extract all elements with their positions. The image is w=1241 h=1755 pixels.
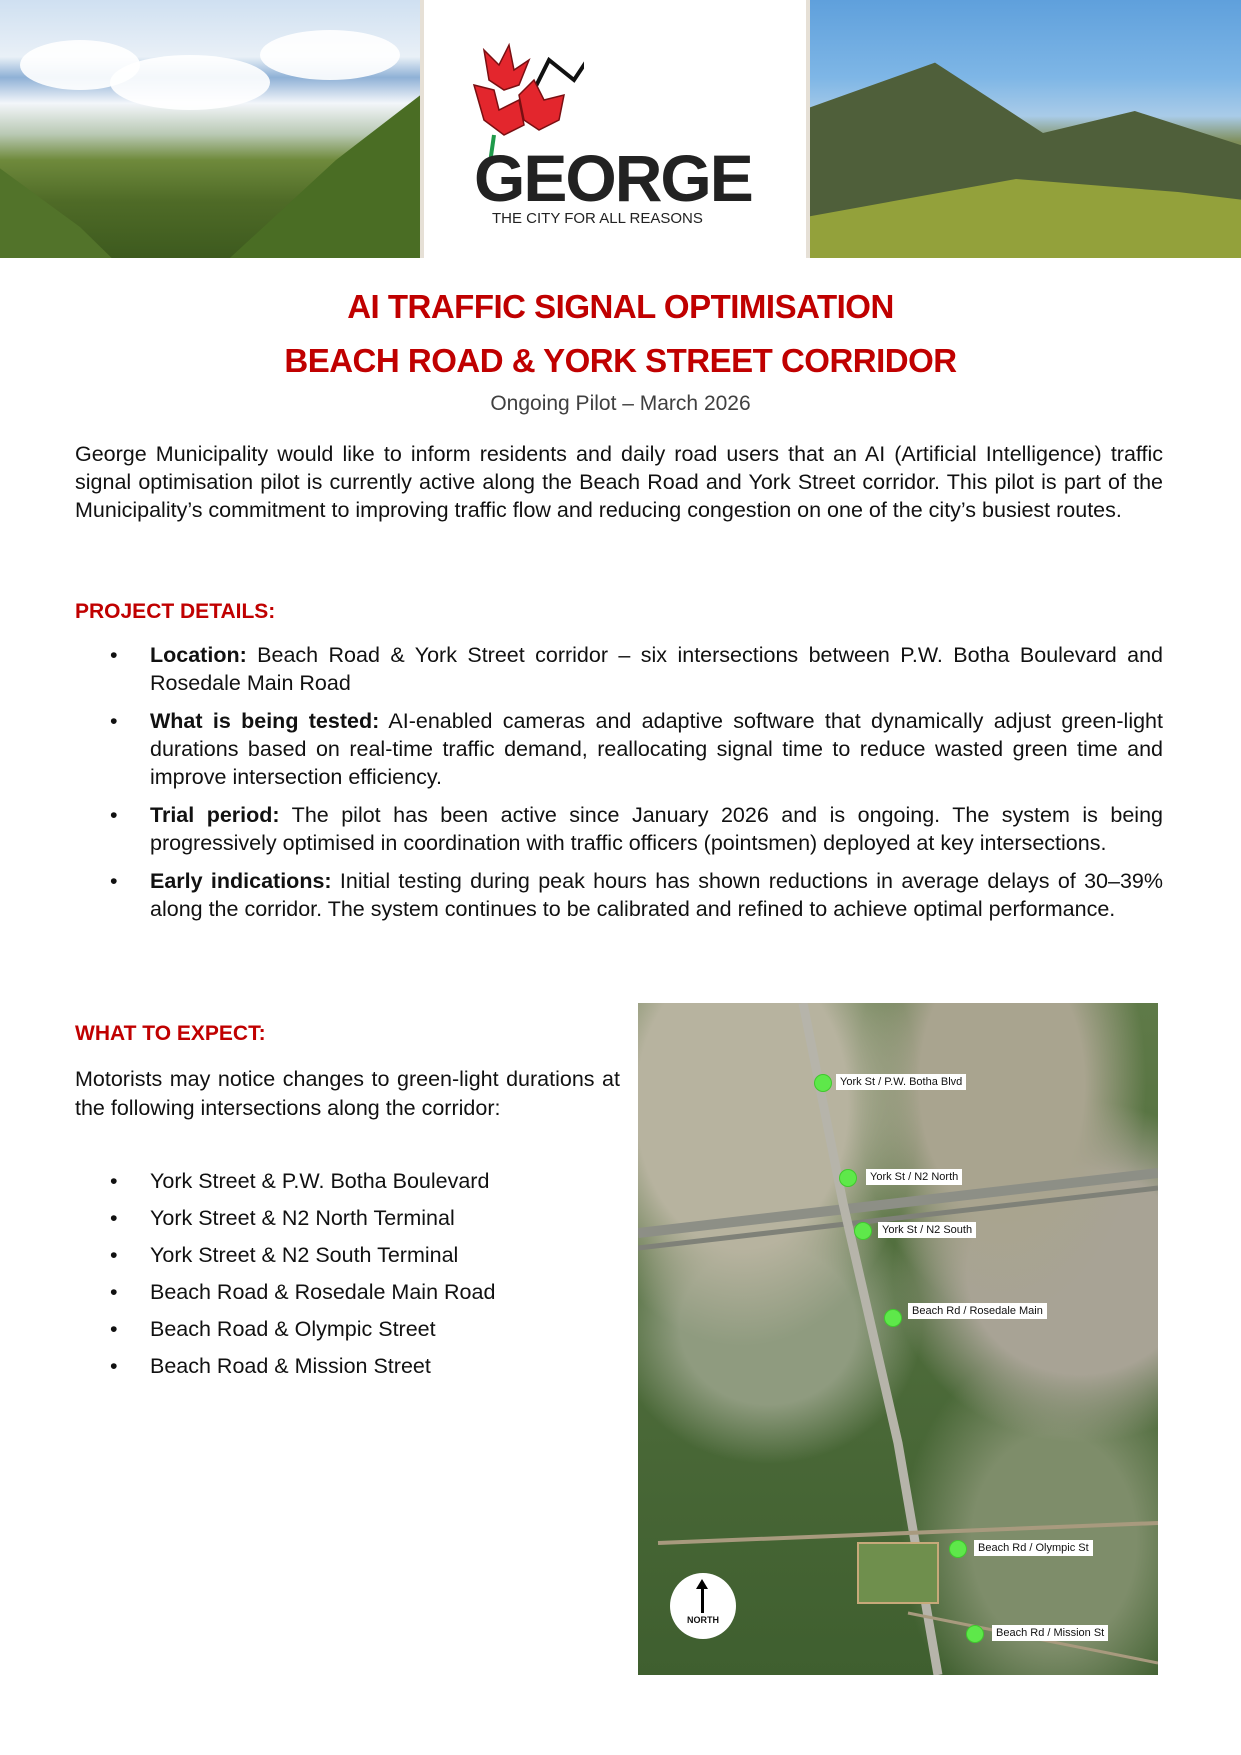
detail-item: • Early indications: Initial testing during peak hours has shown reductions in average delays of 30–39% along the corridor. The system continues to be calibrated and refined to achieve optimal performance. [110,869,1164,921]
intersection-item: • Beach Road & Mission Street [110,1354,431,1378]
mountain-photo-right [810,0,1241,258]
map-label: York St / N2 North [866,1169,962,1185]
intersection-pin [854,1222,872,1240]
intersection-item: • York Street & N2 South Terminal [110,1243,459,1267]
george-logo [420,0,810,258]
intersection-pin [839,1169,857,1187]
page-subtitle-corridor: BEACH ROAD & YORK STREET CORRIDOR [284,342,957,379]
intersection-item: • Beach Road & Rosedale Main Road [110,1280,496,1304]
intersection-list [75,1163,620,1385]
map-label: Beach Rd / Rosedale Main [908,1303,1047,1319]
intersection-pin [949,1540,967,1558]
what-to-expect-intro: Motorists may notice changes to green-light durations at the following intersections along the corridor: [75,1067,620,1120]
road-network [638,1003,1158,1675]
intersection-pin [884,1309,902,1327]
map-label: Beach Rd / Mission St [992,1625,1108,1641]
detail-item: • What is being tested: AI-enabled cameras and adaptive software that dynamically adjust green-light durations based on real-time traffic demand, reallocating signal time to reduce wasted green time and improve intersection efficiency. [110,709,1163,789]
logo-wordmark: GEORGE [474,141,752,215]
what-to-expect-heading: WHAT TO EXPECT: [75,1022,266,1045]
map-label: York St / P.W. Botha Blvd [836,1074,966,1090]
map-label: Beach Rd / Olympic St [974,1540,1093,1556]
intersection-item: • Beach Road & Olympic Street [110,1317,436,1341]
detail-item: • Location: Beach Road & York Street corridor – six intersections between P.W. Botha Boulevard and Rosedale Main Road [110,643,1163,695]
corridor-map [638,1003,1158,1675]
logo-tagline: THE CITY FOR ALL REASONS [492,210,703,227]
detail-item: • Trial period: The pilot has been active since January 2026 and is ongoing. The system is being progressively optimised in coordination with traffic officers (pointsmen) deployed at key intersections. [110,803,1163,855]
pilot-date: Ongoing Pilot – March 2026 [490,392,751,415]
intersection-item: • York Street & P.W. Botha Boulevard [110,1169,490,1193]
project-details-heading: PROJECT DETAILS: [75,600,276,623]
page-title: AI TRAFFIC SIGNAL OPTIMISATION [347,288,894,325]
project-details-list [75,641,1163,933]
map-label: York St / N2 South [878,1222,976,1238]
intersection-pin [966,1625,984,1643]
mountain-photo-left [0,0,420,258]
intersection-item: • York Street & N2 North Terminal [110,1206,455,1230]
header-banner [0,0,1241,258]
north-indicator: NORTH [670,1573,736,1639]
intro-paragraph: George Municipality would like to inform residents and daily road users that an AI (Artificial Intelligence) traffic signal optimisation pilot is currently active along the Beach Road and York Street corridor. This pilot is part of the Municipality’s commitment to improving traffic flow and reducing congestion on one of the city’s busiest routes. [75,442,1163,522]
intersection-pin [814,1074,832,1092]
